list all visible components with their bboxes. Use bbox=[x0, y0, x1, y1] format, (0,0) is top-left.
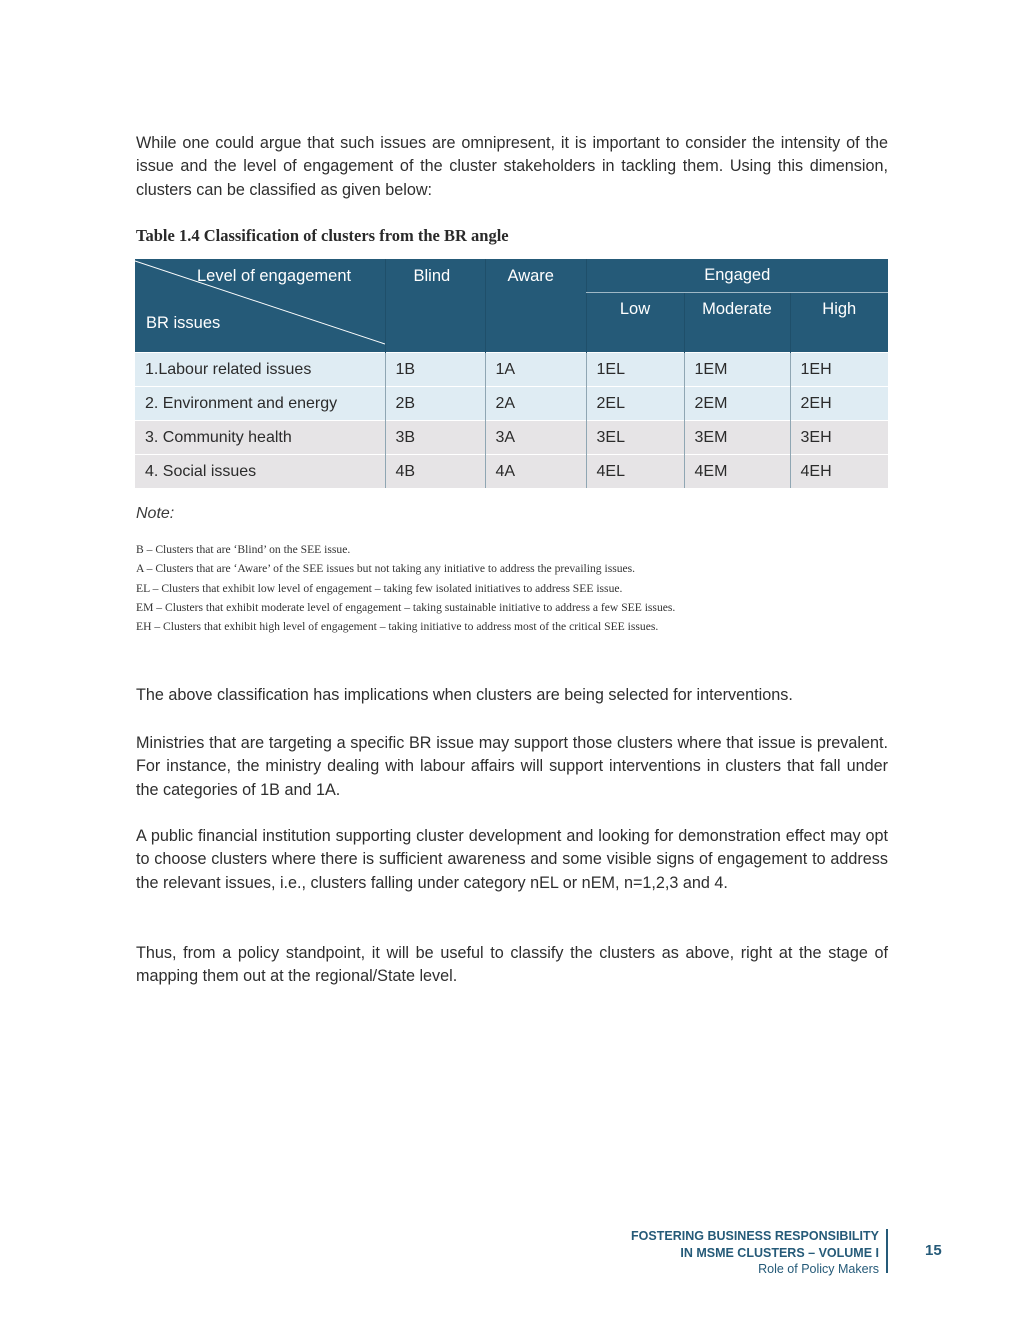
table-caption: Table 1.4 Classification of clusters from the BR angle bbox=[136, 226, 509, 245]
subcol-header-low: Low bbox=[586, 293, 684, 353]
footer-subtitle: Role of Policy Makers bbox=[758, 1262, 879, 1276]
note-item: EM – Clusters that exhibit moderate level of engagement – taking sustainable initiative to address a few SEE issues. bbox=[136, 600, 676, 614]
row-issue: 3. Community health bbox=[135, 421, 385, 455]
cell-aware: 1A bbox=[485, 353, 586, 387]
cell-low: 3EL bbox=[586, 421, 684, 455]
classification-table bbox=[135, 259, 888, 488]
page-footer bbox=[631, 1228, 879, 1278]
cell-low: 2EL bbox=[586, 387, 684, 421]
table-corner-header bbox=[135, 259, 385, 353]
cell-high: 3EH bbox=[790, 421, 888, 455]
note-item: EH – Clusters that exhibit high level of engagement – taking initiative to address most of the critical SEE issues. bbox=[136, 620, 659, 634]
page-number: 15 bbox=[925, 1242, 942, 1259]
corner-label-issues: BR issues bbox=[146, 314, 221, 332]
footer-title-line2: IN MSME CLUSTERS – VOLUME I bbox=[680, 1245, 879, 1260]
note-item: A – Clusters that are ‘Aware’ of the SEE issues but not taking any initiative to address the prevailing issues. bbox=[136, 562, 636, 576]
paragraph-ministries: Ministries that are targeting a specific BR issue may support those clusters where that issue is prevalent. For instance, the ministry dealing with labour affairs will support interventions in clusters that fall under the categories of 1B and 1A. bbox=[136, 734, 888, 799]
cell-low: 4EL bbox=[586, 455, 684, 489]
cell-aware: 3A bbox=[485, 421, 586, 455]
col-header-engaged: Engaged bbox=[586, 259, 888, 293]
table-row bbox=[135, 421, 888, 455]
note-list bbox=[136, 540, 675, 636]
cell-high: 1EH bbox=[790, 353, 888, 387]
intro-paragraph: While one could argue that such issues are omnipresent, it is important to consider the intensity of the issue and the level of engagement of the cluster stakeholders in tackling them. Using this dimension, clusters can be classified as given below: bbox=[136, 134, 888, 199]
cell-high: 2EH bbox=[790, 387, 888, 421]
table-row bbox=[135, 455, 888, 489]
note-heading: Note: bbox=[136, 505, 175, 522]
subcol-header-moderate: Moderate bbox=[684, 293, 790, 353]
subcol-header-high: High bbox=[790, 293, 888, 353]
paragraph-classification: The above classification has implications when clusters are being selected for interventions. bbox=[136, 686, 793, 704]
note-item: B – Clusters that are ‘Blind’ on the SEE issue. bbox=[136, 543, 351, 556]
cell-moderate: 3EM bbox=[684, 421, 790, 455]
table-row bbox=[135, 353, 888, 387]
cell-moderate: 1EM bbox=[684, 353, 790, 387]
row-issue: 2. Environment and energy bbox=[135, 387, 385, 421]
cell-moderate: 2EM bbox=[684, 387, 790, 421]
cell-low: 1EL bbox=[586, 353, 684, 387]
row-issue: 1.Labour related issues bbox=[135, 353, 385, 387]
table-row bbox=[135, 387, 888, 421]
cell-blind: 2B bbox=[385, 387, 485, 421]
note-item: EL – Clusters that exhibit low level of engagement – taking few isolated initiatives to address SEE issue. bbox=[136, 581, 623, 595]
corner-label-engagement: Level of engagement bbox=[197, 267, 352, 285]
col-header-aware: Aware bbox=[485, 259, 586, 353]
cell-aware: 4A bbox=[485, 455, 586, 489]
cell-blind: 3B bbox=[385, 421, 485, 455]
footer-title-line1: FOSTERING BUSINESS RESPONSIBILITY bbox=[631, 1229, 879, 1243]
cell-aware: 2A bbox=[485, 387, 586, 421]
cell-moderate: 4EM bbox=[684, 455, 790, 489]
footer-divider bbox=[886, 1229, 888, 1273]
paragraph-public-institution: A public financial institution supporting cluster development and looking for demonstration effect may opt to choose clusters where there is sufficient awareness and some visible signs of engagement to address the relevant issues, i.e., clusters falling under category nEL or nEM, n=1,2,3 and 4. bbox=[136, 827, 888, 892]
cell-high: 4EH bbox=[790, 455, 888, 489]
cell-blind: 1B bbox=[385, 353, 485, 387]
cell-blind: 4B bbox=[385, 455, 485, 489]
col-header-blind: Blind bbox=[385, 259, 485, 353]
paragraph-policy: Thus, from a policy standpoint, it will be useful to classify the clusters as above, right at the stage of mapping them out at the regional/State level. bbox=[136, 944, 888, 986]
row-issue: 4. Social issues bbox=[135, 455, 385, 489]
